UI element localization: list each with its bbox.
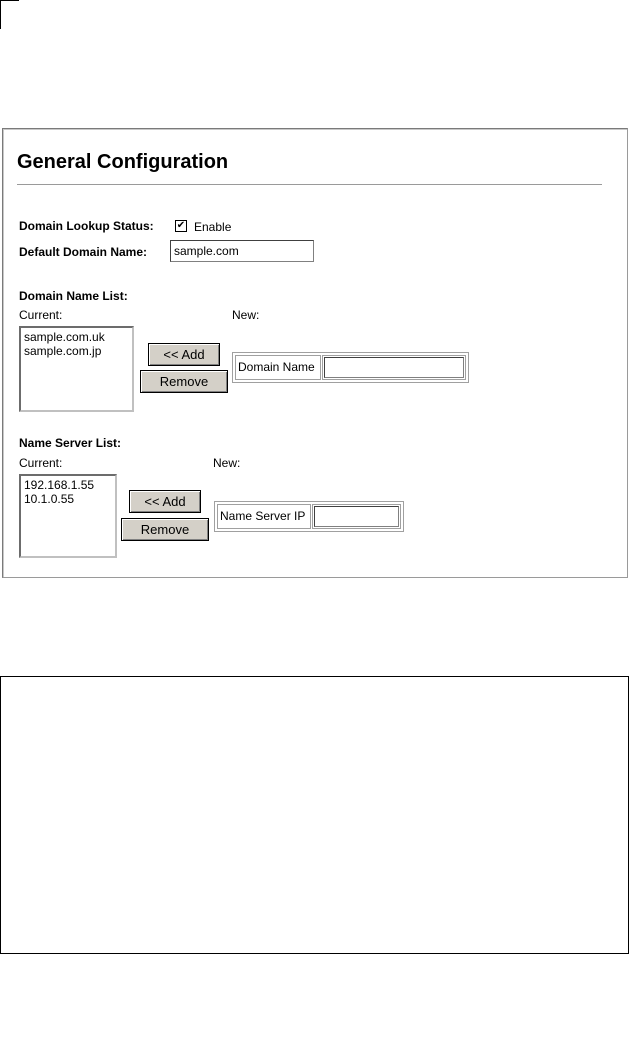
name-server-ip-input[interactable] bbox=[314, 506, 399, 527]
domain-name-input[interactable] bbox=[324, 357, 464, 378]
page-title: General Configuration bbox=[17, 151, 229, 173]
name-server-list-new-label: New: bbox=[213, 456, 241, 470]
domain-lookup-enable-checkbox[interactable] bbox=[175, 220, 187, 232]
name-server-new-table bbox=[214, 501, 404, 532]
domain-name-new-table bbox=[232, 352, 469, 383]
domain-name-field-cell bbox=[322, 355, 466, 380]
domain-name-field-label: Domain Name bbox=[235, 355, 321, 380]
name-server-ip-field-label: Name Server IP bbox=[217, 504, 311, 529]
empty-figure-box bbox=[0, 676, 629, 954]
list-item[interactable]: sample.com.jp bbox=[24, 344, 102, 358]
name-server-add-button[interactable]: << Add bbox=[129, 490, 201, 513]
default-domain-name-input[interactable] bbox=[170, 240, 314, 262]
name-server-remove-button[interactable]: Remove bbox=[121, 518, 209, 541]
domain-name-add-button[interactable]: << Add bbox=[148, 343, 220, 366]
list-item[interactable]: 192.168.1.55 bbox=[24, 478, 95, 492]
list-item[interactable]: sample.com.uk bbox=[24, 330, 105, 344]
title-divider bbox=[17, 184, 602, 185]
domain-name-remove-button[interactable]: Remove bbox=[140, 370, 228, 393]
general-configuration-panel bbox=[2, 128, 628, 578]
name-server-list-heading: Name Server List: bbox=[19, 436, 122, 450]
domain-lookup-enable-label: Enable bbox=[194, 220, 232, 234]
domain-name-list-new-label: New: bbox=[232, 308, 260, 322]
page-corner-mark bbox=[0, 0, 19, 29]
list-item[interactable]: 10.1.0.55 bbox=[24, 492, 75, 506]
default-domain-name-label: Default Domain Name: bbox=[19, 245, 148, 259]
name-server-list-current-label: Current: bbox=[19, 456, 63, 470]
domain-name-list-heading: Domain Name List: bbox=[19, 289, 128, 303]
domain-name-list-current-label: Current: bbox=[19, 308, 63, 322]
checkmark-icon: ✔ bbox=[176, 220, 186, 231]
name-server-ip-field-cell bbox=[312, 504, 401, 529]
name-server-list-current-listbox[interactable] bbox=[19, 474, 117, 558]
domain-lookup-status-label: Domain Lookup Status: bbox=[19, 219, 154, 233]
domain-name-list-current-listbox[interactable] bbox=[19, 326, 134, 412]
